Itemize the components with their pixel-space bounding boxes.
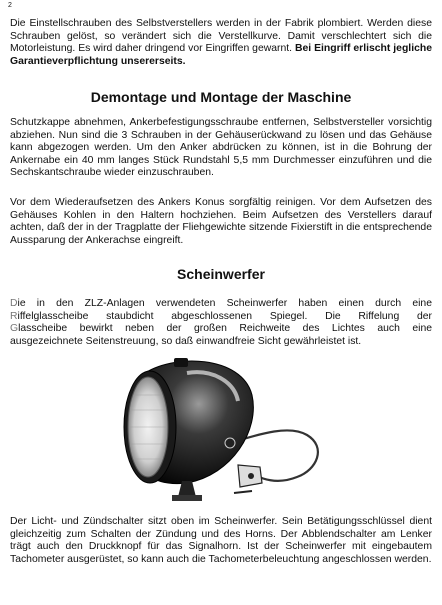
- section-heading-disassembly: Demontage und Montage der Maschine: [90, 89, 352, 105]
- dropcap-g: G: [10, 323, 19, 335]
- warranty-warning: Bei Eingriff erlischt jegliche Garantieverpflichtung unsererseits.: [10, 43, 432, 67]
- headlight-line-2: iffelglasscheibe staubdicht abgeschlossenen Spiegel. Die Riffelung der: [17, 310, 432, 322]
- headlight-line-4: ausgezeichnete Seitenstreuung, so daß einwandfreie Sicht gewährleistet ist.: [10, 335, 362, 347]
- intro-paragraph: [10, 18, 432, 68]
- headlight-illustration: [112, 355, 342, 505]
- headlight-line-1: ie in den ZLZ-Anlagen verwendeten Scheinwerfer haben einen durch eine: [17, 298, 432, 309]
- dropcap-r: R: [10, 310, 18, 322]
- page-number: 2: [8, 2, 12, 9]
- section-heading-headlight: Scheinwerfer: [177, 266, 265, 282]
- headlight-paragraph-2: Der Licht- und Zündschalter sitzt oben im Scheinwerfer. Sein Betätigungsschlüssel dient gleichzeitig zum Schalten der Zündung und des Horns. Der Abblendschalter am Lenker trägt auch den Druckknopf für das Signalhorn. Ist der Scheinwerfer mit eingebautem Tachometer ausgerüstet, so kann auch die Tachometerbeleuchtung angeschlossen werden.: [10, 516, 432, 565]
- intro-text: Die Einstellschrauben des Selbstverstellers werden in der Fabrik plombiert. Werden diese Schrauben gelöst, so verändert sich die Verstellkurve. Damit verschlechtert sich die Motorleistung. Es wird daher dringend vor Eingriffen gewarnt.: [10, 18, 432, 55]
- headlight-paragraph-1: [10, 298, 432, 348]
- dropcap-d: D: [10, 298, 18, 309]
- headlight-line-3: lasscheibe bewirkt neben der großen Reichweite des Lichtes auch eine: [18, 323, 432, 335]
- disassembly-paragraph-1: Schutzkappe abnehmen, Ankerbefestigungsschraube entfernen, Selbstversteller vorsichtig abziehen. Nun sind die 3 Schrauben in der Gehäuserückwand zu lösen und das Gehäuse kann abgezogen werden. Um den Anker abdrücken zu können, ist in die Bohrung der Ankernabe ein 40 mm langes Stück Rundstahl 5,5 mm Durchmesser einzuführen und die Sechskantschraube wieder einzuschrauben.: [10, 117, 432, 179]
- disassembly-paragraph-2: Vor dem Wiederaufsetzen des Ankers Konus sorgfältig reinigen. Vor dem Aufsetzen des Gehäuses Kohlen in den Haltern hochziehen. Beim Aufsetzen des Verstellers darauf achten, daß der in der Tragplatte der Fliehgewichte sitzende Fixierstift in die entsprechende Aussparung der Ankerachse eingreift.: [10, 197, 432, 246]
